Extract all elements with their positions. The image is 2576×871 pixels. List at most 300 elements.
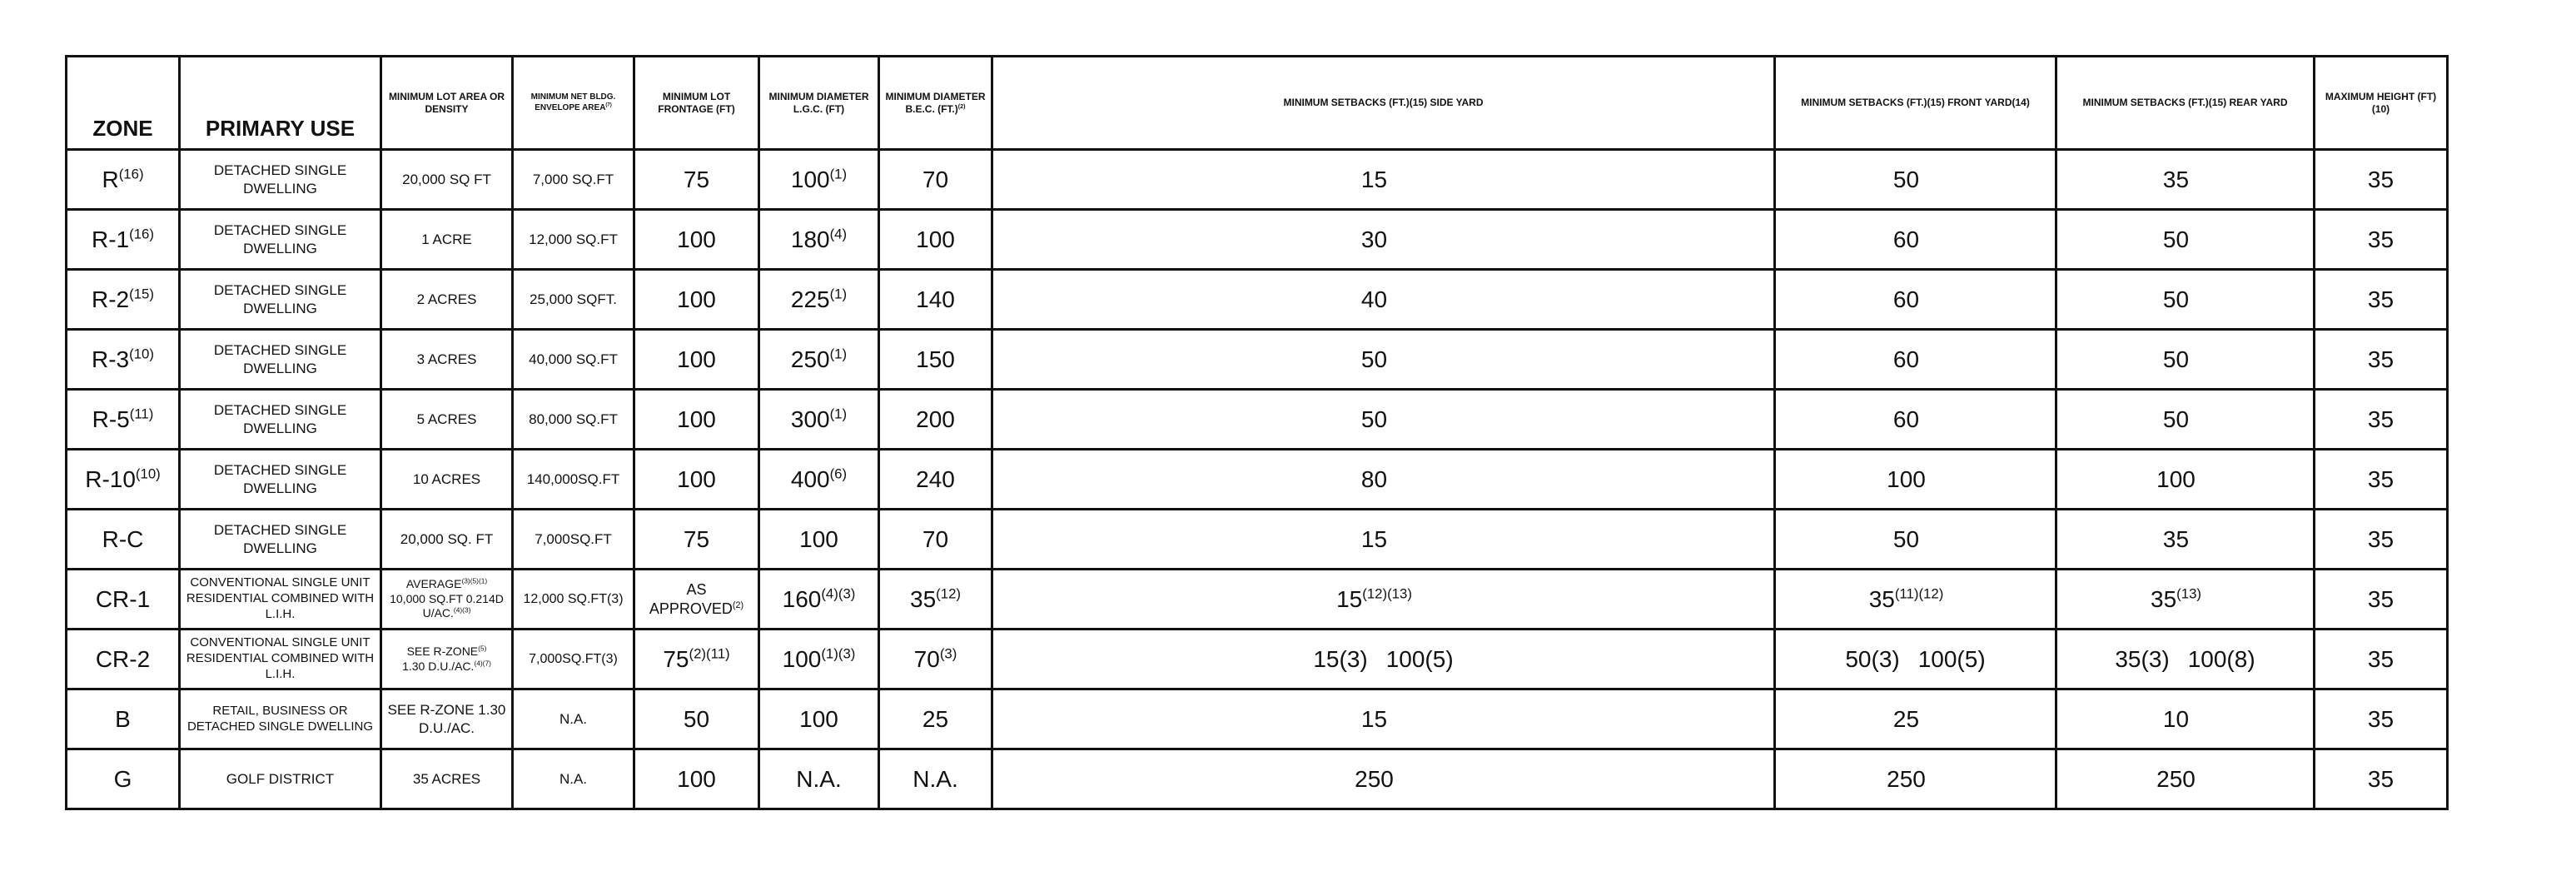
lgc-value: 180: [790, 226, 830, 252]
rear-yard-value: 50: [2162, 346, 2190, 372]
header-min-net-bldg-envelope: [513, 57, 634, 150]
side-yard-cell: [992, 570, 1775, 630]
lot-area-text: 20,000 SQ. FT: [400, 530, 494, 547]
front-yard-cell: [1775, 689, 2056, 749]
lot-area-text: SEE R-ZONE: [406, 645, 479, 658]
envelope-text: N.A.: [559, 710, 588, 727]
envelope-text: 12,000 SQ.FT(3): [523, 591, 624, 606]
front-yard-value: 100: [1887, 466, 1926, 492]
lgc-footnote: (1): [829, 166, 848, 182]
max-height-cell: [2315, 450, 2448, 510]
header-min-diameter-bec-text: MINIMUM DIAMETER B.E.C. (FT.): [885, 90, 986, 115]
rear-yard-value-alt: 100(8): [2187, 646, 2255, 672]
max-height-cell: [2315, 210, 2448, 270]
lgc-cell: [759, 150, 879, 210]
envelope-cell: [513, 570, 634, 630]
zoning-table: [65, 55, 2449, 810]
max-height-value: 35: [2367, 226, 2394, 252]
max-height-cell: [2315, 630, 2448, 689]
zone-label: B: [115, 706, 131, 732]
lot-area-cell: [381, 570, 513, 630]
envelope-cell: [513, 450, 634, 510]
side-yard-value: 40: [1360, 286, 1388, 312]
table-body: [67, 150, 2448, 809]
lot-area-cell: [381, 689, 513, 749]
bec-value: 140: [916, 286, 955, 312]
envelope-cell: [513, 390, 634, 450]
envelope-text: 7,000SQ.FT: [535, 530, 612, 547]
bec-value: 35: [910, 586, 937, 612]
zone-label: R-3: [92, 346, 130, 372]
header-front-yard: MINIMUM SETBACKS (FT.)(15) FRONT YARD(14): [1775, 57, 2056, 150]
rear-yard-value: 10: [2162, 706, 2190, 732]
max-height-value: 35: [2367, 346, 2394, 372]
table-row: [67, 210, 2448, 270]
bec-value: 70: [913, 646, 940, 672]
header-min-diameter-bec-footnote: (2): [957, 102, 966, 110]
front-yard-cell: [1775, 510, 2056, 570]
header-max-height: MAXIMUM HEIGHT (FT)(10): [2315, 57, 2448, 150]
front-yard-cell: [1775, 150, 2056, 210]
front-yard-value: 50: [1892, 167, 1920, 192]
rear-yard-cell: [2056, 570, 2315, 630]
side-yard-footnote: (12)(13): [1362, 585, 1412, 602]
header-min-diameter-bec: [879, 57, 992, 150]
zone-footnote: (15): [129, 286, 154, 302]
lgc-cell: [759, 330, 879, 390]
primary-use-cell: [180, 630, 381, 689]
max-height-cell: [2315, 749, 2448, 809]
lot-area-text: AVERAGE: [405, 577, 462, 591]
zone-cell: [67, 270, 180, 330]
rear-yard-value: 35: [2162, 167, 2190, 192]
rear-yard-cell: [2056, 450, 2315, 510]
max-height-value: 35: [2367, 406, 2394, 432]
table-row: [67, 630, 2448, 689]
frontage-cell: [634, 510, 759, 570]
lgc-cell: [759, 390, 879, 450]
side-yard-cell: [992, 450, 1775, 510]
side-yard-value: 15(3): [1313, 646, 1368, 672]
zone-cell: [67, 450, 180, 510]
bec-cell: [879, 270, 992, 330]
max-height-value: 35: [2367, 586, 2394, 612]
lot-area-footnote: (3)(5)(1): [461, 576, 488, 585]
lot-area-density: 10,000 SQ.FT 0.214D U/AC.: [390, 591, 504, 620]
zone-footnote: (10): [129, 346, 154, 362]
zone-cell: [67, 390, 180, 450]
header-min-net-bldg-line2: ENVELOPE AREA: [535, 102, 606, 112]
envelope-text: 140,000SQ.FT: [526, 470, 620, 487]
zone-label: G: [113, 766, 132, 792]
zone-label: R-2: [92, 286, 130, 312]
lgc-footnote: (4)(3): [821, 585, 856, 602]
header-min-lot-frontage: MINIMUM LOT FRONTAGE (FT): [634, 57, 759, 150]
lot-area-text: 35 ACRES: [412, 770, 481, 787]
side-yard-cell: [992, 390, 1775, 450]
header-min-diameter-lgc: MINIMUM DIAMETER L.G.C. (FT): [759, 57, 879, 150]
rear-yard-cell: [2056, 150, 2315, 210]
front-yard-value: 35: [1868, 586, 1895, 612]
lgc-value: 100: [799, 706, 838, 732]
front-yard-cell: [1775, 749, 2056, 809]
bec-value: 70: [922, 526, 949, 552]
rear-yard-cell: [2056, 749, 2315, 809]
header-min-lot-area: MINIMUM LOT AREA OR DENSITY: [381, 57, 513, 150]
lot-area-cell: [381, 330, 513, 390]
primary-use-text: CONVENTIONAL SINGLE UNIT RESIDENTIAL COMBINED WITH L.I.H.: [186, 575, 375, 621]
primary-use-cell: [180, 450, 381, 510]
primary-use-cell: [180, 210, 381, 270]
bec-value: 70: [922, 167, 949, 192]
envelope-cell: [513, 630, 634, 689]
frontage-cell: [634, 630, 759, 689]
lgc-value: 300: [790, 406, 830, 432]
side-yard-value: 50: [1360, 406, 1388, 432]
frontage-cell: [634, 749, 759, 809]
bec-cell: [879, 749, 992, 809]
frontage-value: 75: [663, 646, 689, 672]
frontage-cell: [634, 570, 759, 630]
zone-footnote: (16): [129, 226, 154, 242]
table-row: [67, 330, 2448, 390]
bec-cell: [879, 390, 992, 450]
table-row: [67, 270, 2448, 330]
frontage-footnote: (2)(11): [689, 645, 730, 662]
zone-label: R: [102, 167, 119, 192]
header-min-net-bldg-footnote: (7): [605, 102, 612, 108]
header-min-net-bldg-line1: MINIMUM NET BLDG.: [530, 92, 616, 102]
max-height-cell: [2315, 150, 2448, 210]
front-yard-cell: [1775, 390, 2056, 450]
rear-yard-value: 50: [2162, 286, 2190, 312]
primary-use-cell: [180, 270, 381, 330]
rear-yard-cell: [2056, 390, 2315, 450]
primary-use-text: GOLF DISTRICT: [226, 770, 335, 787]
envelope-text: 80,000 SQ.FT: [529, 411, 618, 427]
frontage-value: 100: [677, 346, 716, 372]
primary-use-text: RETAIL, BUSINESS OR DETACHED SINGLE DWELLING: [186, 703, 374, 734]
envelope-cell: [513, 689, 634, 749]
side-yard-value: 250: [1355, 766, 1394, 792]
primary-use-text: DETACHED SINGLE DWELLING: [213, 402, 347, 436]
rear-yard-cell: [2056, 330, 2315, 390]
envelope-text: 7,000 SQ.FT: [532, 171, 614, 187]
table-row: [67, 390, 2448, 450]
side-yard-value: 80: [1360, 466, 1388, 492]
lot-area-cell: [381, 510, 513, 570]
zone-cell: [67, 150, 180, 210]
lot-area-density: 1.30 D.U./AC.: [402, 659, 475, 673]
frontage-cell: [634, 210, 759, 270]
rear-yard-cell: [2056, 210, 2315, 270]
side-yard-cell: [992, 270, 1775, 330]
lgc-cell: [759, 210, 879, 270]
max-height-cell: [2315, 270, 2448, 330]
table-row: [67, 150, 2448, 210]
frontage-cell: [634, 689, 759, 749]
front-yard-value: 50(3): [1845, 646, 1900, 672]
max-height-value: 35: [2367, 706, 2394, 732]
lot-area-cell: [381, 450, 513, 510]
table-row: [67, 689, 2448, 749]
bec-value: 200: [916, 406, 955, 432]
envelope-cell: [513, 330, 634, 390]
envelope-text: 12,000 SQ.FT: [529, 231, 618, 247]
envelope-text: 7,000SQ.FT(3): [529, 651, 618, 666]
front-yard-cell: [1775, 330, 2056, 390]
envelope-cell: [513, 749, 634, 809]
side-yard-value: 15: [1360, 167, 1388, 192]
envelope-text: 40,000 SQ.FT: [529, 351, 618, 367]
max-height-value: 35: [2367, 646, 2394, 672]
frontage-cell: [634, 330, 759, 390]
bec-cell: [879, 630, 992, 689]
bec-cell: [879, 210, 992, 270]
rear-yard-value: 35(3): [2115, 646, 2170, 672]
zone-label: R-C: [102, 526, 144, 552]
primary-use-cell: [180, 689, 381, 749]
lot-area-text: 1 ACRE: [421, 231, 472, 247]
rear-yard-value: 50: [2162, 406, 2190, 432]
lgc-value: 250: [790, 346, 830, 372]
lgc-footnote: (1): [829, 406, 848, 422]
header-row: [67, 57, 2448, 150]
lot-area-cell: [381, 390, 513, 450]
max-height-value: 35: [2367, 286, 2394, 312]
rear-yard-cell: [2056, 630, 2315, 689]
primary-use-text: DETACHED SINGLE DWELLING: [213, 282, 347, 316]
envelope-text: 25,000 SQFT.: [530, 291, 617, 307]
primary-use-cell: [180, 390, 381, 450]
lot-area-footnote: (5): [478, 644, 487, 653]
lot-area-text: 10 ACRES: [412, 470, 481, 487]
side-yard-cell: [992, 689, 1775, 749]
primary-use-cell: [180, 570, 381, 630]
rear-yard-value: 250: [2156, 766, 2196, 792]
zone-cell: [67, 210, 180, 270]
zone-label: CR-1: [95, 586, 151, 612]
side-yard-cell: [992, 510, 1775, 570]
bec-cell: [879, 570, 992, 630]
max-height-cell: [2315, 330, 2448, 390]
rear-yard-cell: [2056, 510, 2315, 570]
bec-cell: [879, 150, 992, 210]
frontage-value: 100: [677, 466, 716, 492]
bec-value: 240: [916, 466, 955, 492]
header-rear-yard: MINIMUM SETBACKS (FT.)(15) REAR YARD: [2056, 57, 2315, 150]
max-height-value: 35: [2367, 167, 2394, 192]
bec-value: 150: [916, 346, 955, 372]
bec-cell: [879, 450, 992, 510]
side-yard-cell: [992, 330, 1775, 390]
lot-area-text: SEE R-ZONE 1.30 D.U./AC.: [387, 702, 506, 736]
rear-yard-value: 35: [2162, 526, 2190, 552]
header-zone: ZONE: [67, 57, 180, 150]
side-yard-value: 50: [1360, 346, 1388, 372]
lot-area-cell: [381, 210, 513, 270]
rear-yard-footnote: (13): [2176, 585, 2201, 602]
lgc-cell: [759, 510, 879, 570]
zone-footnote: (10): [135, 465, 161, 482]
header-side-yard: MINIMUM SETBACKS (FT.)(15) SIDE YARD: [992, 57, 1775, 150]
primary-use-cell: [180, 330, 381, 390]
frontage-cell: [634, 150, 759, 210]
lgc-footnote: (1): [829, 346, 848, 362]
lgc-cell: [759, 689, 879, 749]
frontage-value: 50: [683, 706, 710, 732]
bec-value: 25: [922, 706, 949, 732]
lgc-footnote: (6): [829, 465, 848, 482]
envelope-cell: [513, 210, 634, 270]
zone-cell: [67, 630, 180, 689]
frontage-value: 100: [677, 286, 716, 312]
side-yard-cell: [992, 210, 1775, 270]
lot-area-cell: [381, 150, 513, 210]
primary-use-text: DETACHED SINGLE DWELLING: [213, 342, 347, 376]
zone-label: CR-2: [95, 646, 151, 672]
zone-cell: [67, 510, 180, 570]
max-height-value: 35: [2367, 766, 2394, 792]
front-yard-value: 250: [1887, 766, 1926, 792]
rear-yard-value: 35: [2151, 586, 2177, 612]
lgc-value: 100: [799, 526, 838, 552]
lot-area-density-footnote: (4)(7): [474, 658, 491, 667]
frontage-value: 100: [677, 766, 716, 792]
front-yard-value: 60: [1892, 286, 1920, 312]
front-yard-cell: [1775, 630, 2056, 689]
bec-value: N.A.: [913, 766, 958, 792]
zone-footnote: (16): [118, 166, 144, 182]
lot-area-text: 5 ACRES: [416, 411, 477, 427]
lot-area-text: 2 ACRES: [416, 291, 477, 307]
zone-label: R-5: [92, 406, 130, 432]
lgc-footnote: (4): [829, 226, 848, 242]
side-yard-value: 30: [1360, 226, 1388, 252]
primary-use-text: DETACHED SINGLE DWELLING: [213, 462, 347, 496]
lot-area-density-footnote: (4)(3): [453, 605, 471, 615]
zone-cell: [67, 330, 180, 390]
envelope-cell: [513, 150, 634, 210]
lgc-value: N.A.: [796, 766, 842, 792]
side-yard-cell: [992, 150, 1775, 210]
max-height-value: 35: [2367, 466, 2394, 492]
max-height-value: 35: [2367, 526, 2394, 552]
rear-yard-cell: [2056, 270, 2315, 330]
zone-cell: [67, 689, 180, 749]
rear-yard-value: 50: [2162, 226, 2190, 252]
frontage-footnote: (2): [732, 600, 744, 610]
frontage-cell: [634, 450, 759, 510]
frontage-value: 75: [683, 526, 710, 552]
bec-value: 100: [916, 226, 955, 252]
primary-use-cell: [180, 510, 381, 570]
front-yard-footnote: (11)(12): [1894, 585, 1944, 602]
lot-area-text: 3 ACRES: [416, 351, 477, 367]
lgc-cell: [759, 749, 879, 809]
lot-area-text: 20,000 SQ FT: [402, 171, 491, 187]
rear-yard-value: 100: [2156, 466, 2196, 492]
max-height-cell: [2315, 390, 2448, 450]
front-yard-cell: [1775, 570, 2056, 630]
front-yard-cell: [1775, 210, 2056, 270]
lot-area-cell: [381, 749, 513, 809]
side-yard-cell: [992, 749, 1775, 809]
lgc-value: 100: [782, 646, 822, 672]
frontage-cell: [634, 390, 759, 450]
bec-cell: [879, 510, 992, 570]
lgc-value: 225: [790, 286, 830, 312]
lot-area-cell: [381, 630, 513, 689]
lgc-footnote: (1)(3): [821, 645, 856, 662]
front-yard-value: 50: [1892, 526, 1920, 552]
primary-use-text: CONVENTIONAL SINGLE UNIT RESIDENTIAL COMBINED WITH L.I.H.: [186, 635, 375, 681]
bec-cell: [879, 689, 992, 749]
lgc-cell: [759, 570, 879, 630]
front-yard-value-alt: 100(5): [1917, 646, 1986, 672]
lgc-cell: [759, 450, 879, 510]
table-row: [67, 510, 2448, 570]
primary-use-cell: [180, 150, 381, 210]
frontage-value: 100: [677, 226, 716, 252]
envelope-text: N.A.: [559, 770, 588, 787]
zone-cell: [67, 749, 180, 809]
primary-use-text: DETACHED SINGLE DWELLING: [213, 162, 347, 197]
zone-label: R-10: [85, 466, 136, 492]
max-height-cell: [2315, 570, 2448, 630]
bec-footnote: (3): [939, 645, 957, 662]
front-yard-cell: [1775, 270, 2056, 330]
lgc-footnote: (1): [829, 286, 848, 302]
frontage-cell: [634, 270, 759, 330]
max-height-cell: [2315, 689, 2448, 749]
frontage-value: AS APPROVED: [649, 581, 733, 617]
primary-use-text: DETACHED SINGLE DWELLING: [213, 522, 347, 556]
front-yard-value: 60: [1892, 226, 1920, 252]
table-row: [67, 749, 2448, 809]
lgc-value: 400: [790, 466, 830, 492]
lgc-value: 100: [790, 167, 830, 192]
lgc-value: 160: [782, 586, 822, 612]
front-yard-value: 60: [1892, 346, 1920, 372]
envelope-cell: [513, 510, 634, 570]
frontage-value: 100: [677, 406, 716, 432]
bec-footnote: (12): [936, 585, 961, 602]
lgc-cell: [759, 270, 879, 330]
lot-area-cell: [381, 270, 513, 330]
zone-cell: [67, 570, 180, 630]
table-row: [67, 450, 2448, 510]
envelope-cell: [513, 270, 634, 330]
zone-footnote: (11): [129, 406, 154, 422]
table-row: [67, 570, 2448, 630]
front-yard-value: 25: [1892, 706, 1920, 732]
primary-use-text: DETACHED SINGLE DWELLING: [213, 222, 347, 256]
side-yard-cell: [992, 630, 1775, 689]
side-yard-value-alt: 100(5): [1385, 646, 1454, 672]
side-yard-value: 15: [1360, 706, 1388, 732]
side-yard-value: 15: [1336, 586, 1363, 612]
side-yard-value: 15: [1360, 526, 1388, 552]
front-yard-value: 60: [1892, 406, 1920, 432]
zone-label: R-1: [92, 226, 130, 252]
rear-yard-cell: [2056, 689, 2315, 749]
lgc-cell: [759, 630, 879, 689]
header-primary-use: PRIMARY USE: [180, 57, 381, 150]
bec-cell: [879, 330, 992, 390]
frontage-value: 75: [683, 167, 710, 192]
max-height-cell: [2315, 510, 2448, 570]
